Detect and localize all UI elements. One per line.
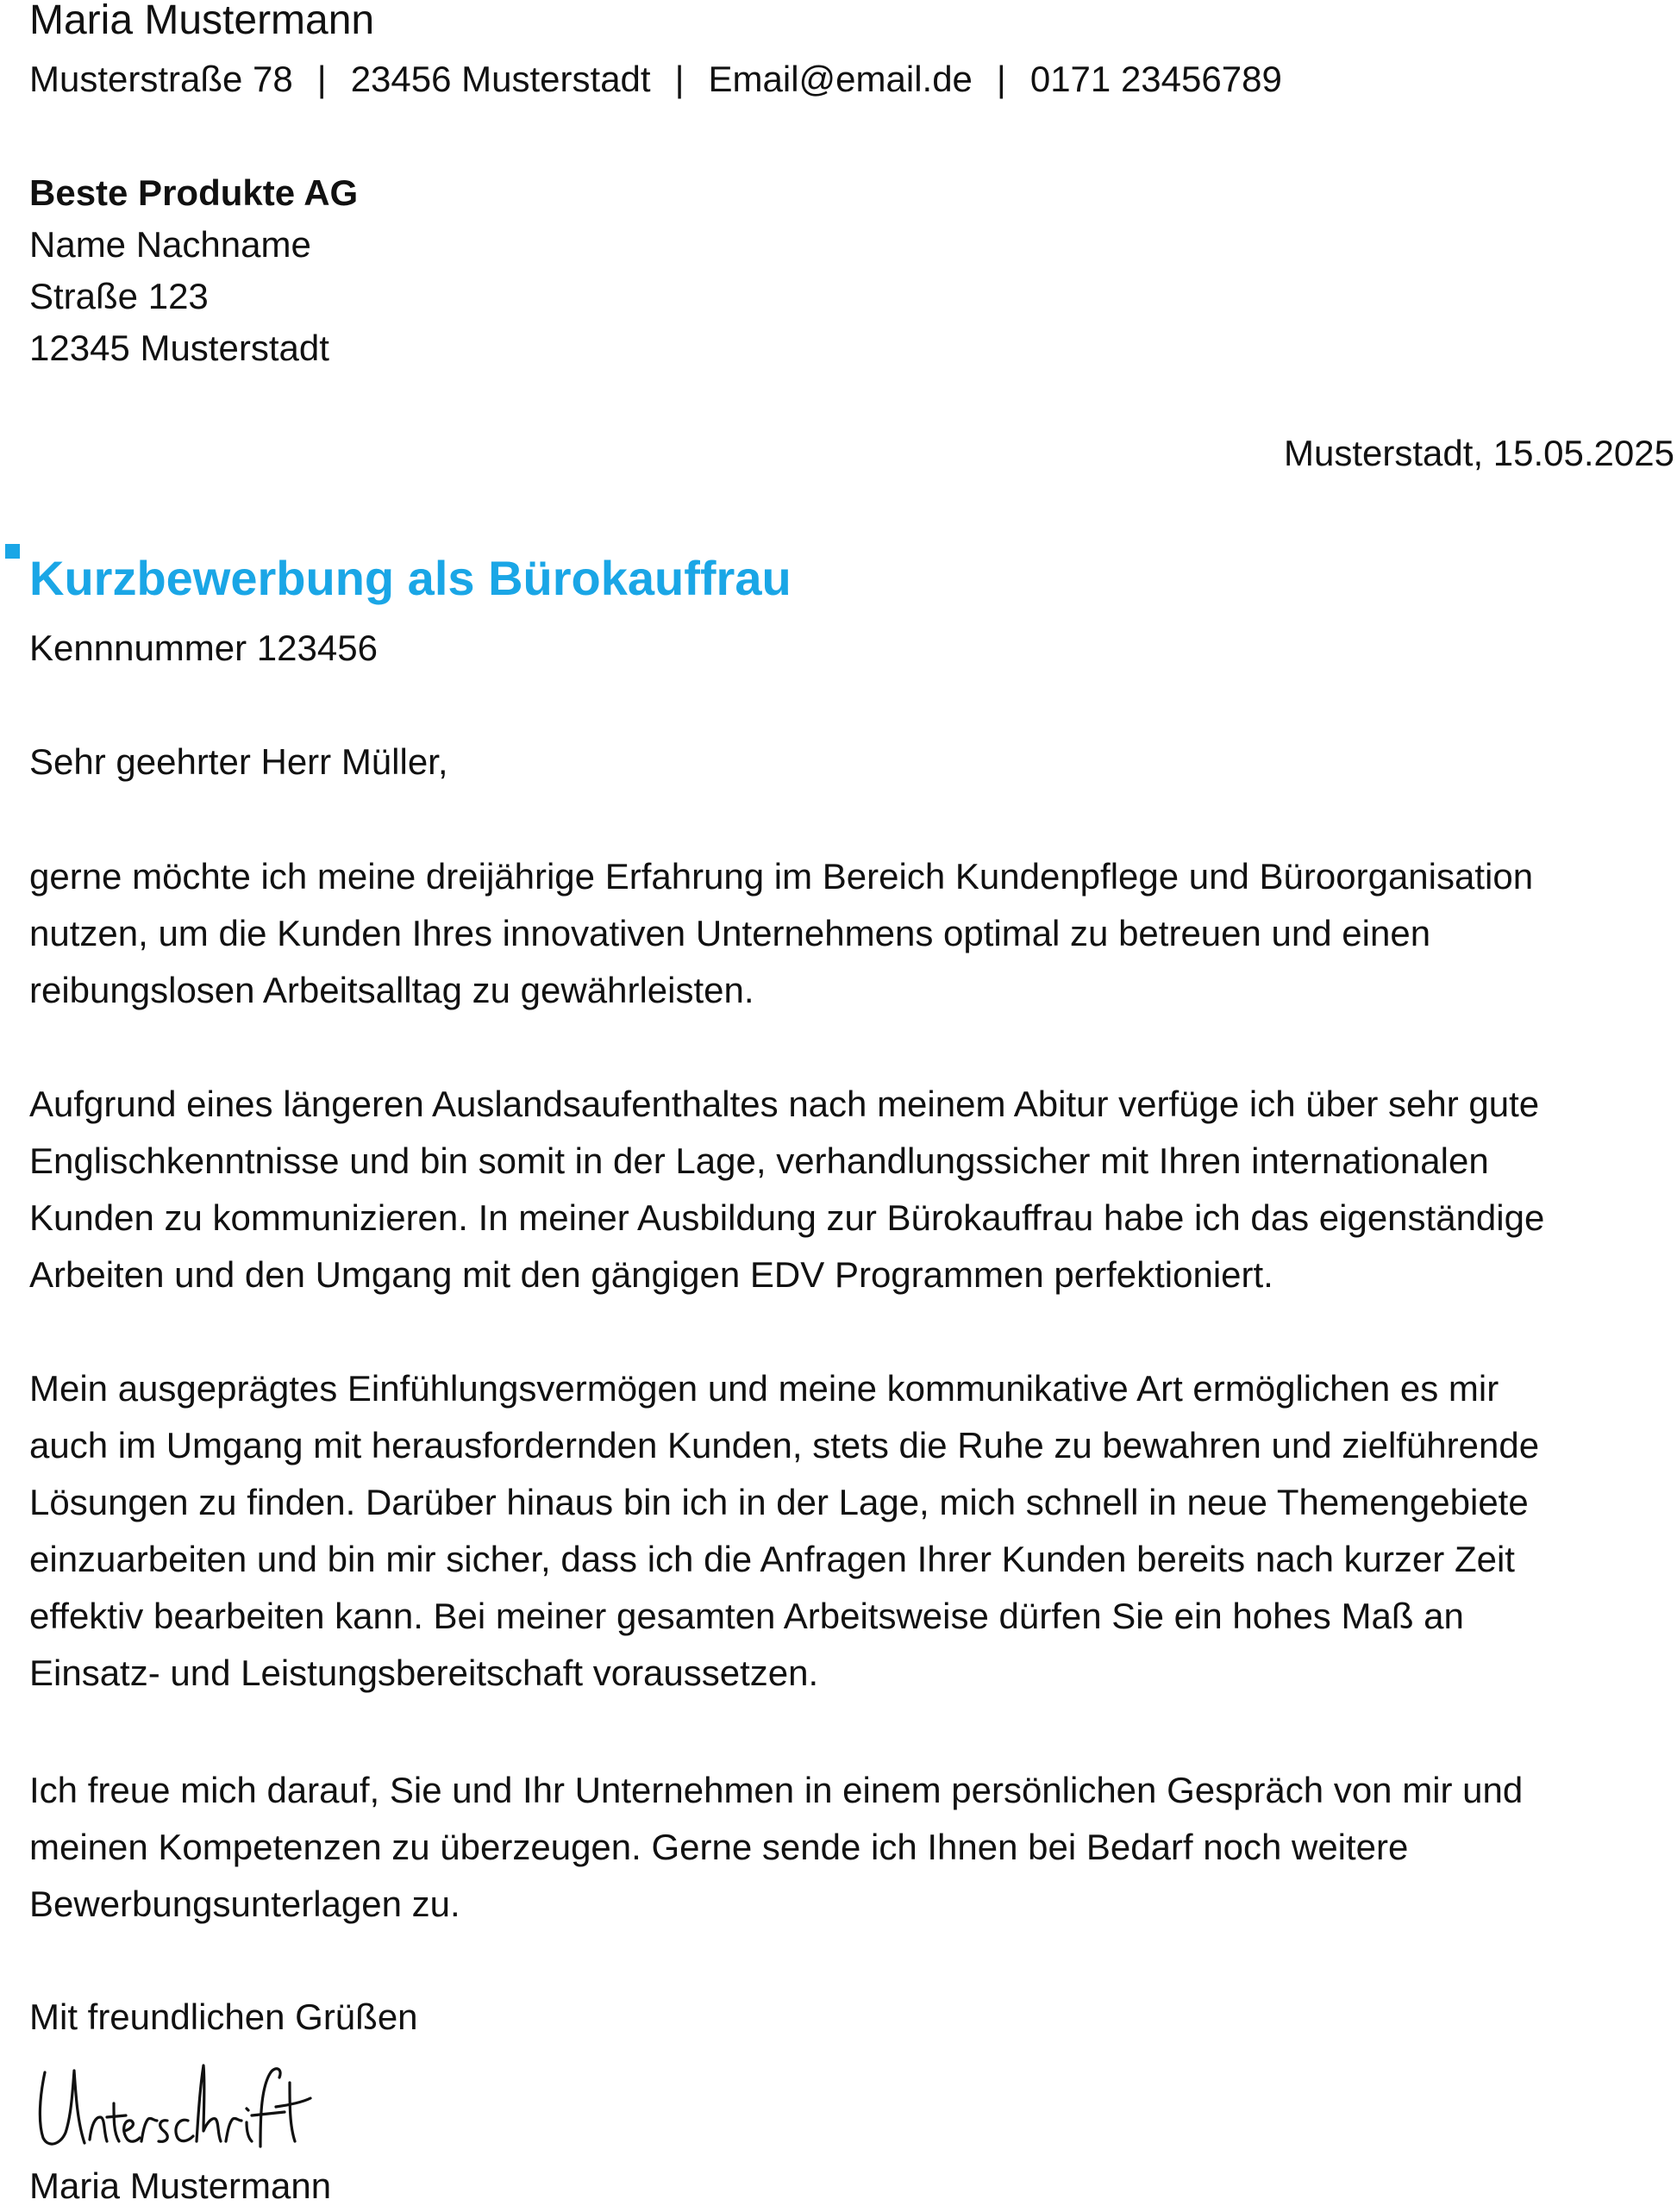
sender-name: Maria Mustermann xyxy=(29,0,375,43)
sender-email: Email@email.de xyxy=(708,59,973,99)
paragraph-line: effektiv bearbeiten kann. Bei meiner gesamten Arbeitsweise dürfen Sie ein hohes Maß an xyxy=(29,1596,1464,1636)
paragraph-line: Arbeiten und den Umgang mit den gängigen EDV Programmen perfektioniert. xyxy=(29,1254,1273,1295)
body-paragraph-4 xyxy=(29,1762,1668,1933)
separator: | xyxy=(996,59,1006,99)
paragraph-line: Ich freue mich darauf, Sie und Ihr Unternehmen in einem persönlichen Gespräch von mir und xyxy=(29,1770,1524,1810)
paragraph-line: Einsatz- und Leistungsbereitschaft voraussetzen. xyxy=(29,1653,819,1693)
closing-phrase: Mit freundlichen Grüßen xyxy=(29,1996,418,2037)
signer-name: Maria Mustermann xyxy=(29,2165,332,2206)
sender-phone: 0171 23456789 xyxy=(1029,59,1282,99)
paragraph-line: meinen Kompetenzen zu überzeugen. Gerne sende ich Ihnen bei Bedarf noch weitere xyxy=(29,1827,1409,1867)
paragraph-line: auch im Umgang mit herausfordernden Kunden, stets die Ruhe zu bewahren und zielführende xyxy=(29,1425,1540,1465)
body-paragraph-1 xyxy=(29,848,1668,1019)
recipient-address xyxy=(29,167,358,374)
paragraph-line: Lösungen zu finden. Darüber hinaus bin ich in der Lage, mich schnell in neue Themengebiete xyxy=(29,1482,1529,1522)
paragraph-line: Kunden zu kommunizieren. In meiner Ausbildung zur Bürokauffrau habe ich das eigenständige xyxy=(29,1197,1545,1238)
subject-heading: Kurzbewerbung als Bürokauffrau xyxy=(29,551,792,605)
sender-contact-line xyxy=(29,55,1282,103)
paragraph-line: reibungslosen Arbeitsalltag zu gewährleisten. xyxy=(29,970,754,1010)
body-paragraph-3 xyxy=(29,1360,1668,1702)
recipient-contact: Name Nachname xyxy=(29,224,311,265)
paragraph-line: Bewerbungsunterlagen zu. xyxy=(29,1884,460,1924)
paragraph-line: Mein ausgeprägtes Einfühlungsvermögen und meine kommunikative Art ermöglichen es mir xyxy=(29,1368,1499,1409)
recipient-street: Straße 123 xyxy=(29,276,209,316)
paragraph-line: gerne möchte ich meine dreijährige Erfahrung im Bereich Kundenpflege und Büroorganisation xyxy=(29,856,1534,897)
sender-street: Musterstraße 78 xyxy=(29,59,293,99)
accent-marker xyxy=(5,544,20,559)
separator: | xyxy=(674,59,685,99)
sender-city: 23456 Musterstadt xyxy=(350,59,651,99)
salutation: Sehr geehrter Herr Müller, xyxy=(29,741,448,782)
handwritten-signature xyxy=(34,2053,345,2157)
paragraph-line: Englischkenntnisse und bin somit in der Lage, verhandlungssicher mit Ihren internationalen xyxy=(29,1140,1489,1181)
letter-date: Musterstadt, 15.05.2025 xyxy=(1284,433,1674,473)
recipient-city: 12345 Musterstadt xyxy=(29,328,329,368)
paragraph-line: Aufgrund eines längeren Auslandsaufenthaltes nach meinem Abitur verfüge ich über sehr gute xyxy=(29,1084,1540,1124)
paragraph-line: nutzen, um die Kunden Ihres innovativen Unternehmens optimal zu betreuen und einen xyxy=(29,913,1431,953)
reference-number: Kennnummer 123456 xyxy=(29,628,378,668)
paragraph-line: einzuarbeiten und bin mir sicher, dass ich die Anfragen Ihrer Kunden bereits nach kurzer Zeit xyxy=(29,1539,1515,1579)
recipient-company: Beste Produkte AG xyxy=(29,172,359,213)
separator: | xyxy=(316,59,327,99)
body-paragraph-2 xyxy=(29,1076,1668,1303)
